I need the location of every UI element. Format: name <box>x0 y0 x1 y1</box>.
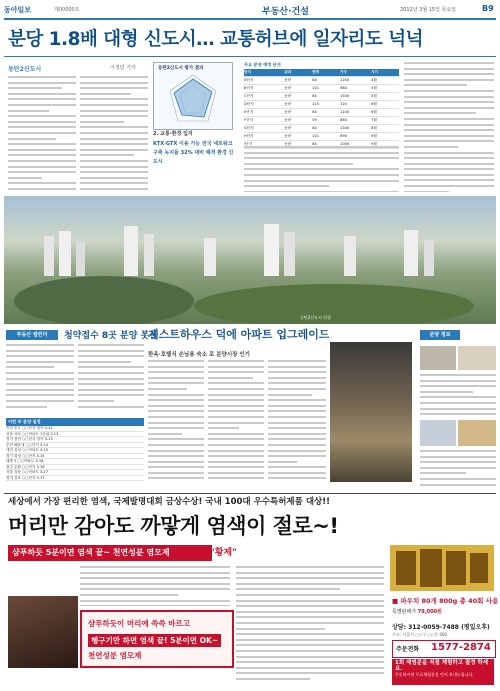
article2-col2 <box>78 344 144 414</box>
schedule-title: 이번 주 분양 일정 <box>6 418 144 426</box>
table-cell: 101 <box>312 133 340 141</box>
photo-caption: 동탄2신도시 전경 <box>300 315 331 320</box>
issue-number: 제00000호 <box>54 7 80 13</box>
table-row <box>244 117 399 125</box>
info-image <box>420 420 456 446</box>
ad-box-line2: 헹구기만 하면 염색 끝! 5분이면 OK~ <box>88 634 221 647</box>
article3-col3 <box>268 360 326 488</box>
schedule-row: 경기 김포 ○○단지 3.17 <box>6 476 144 482</box>
info-col-lower <box>420 450 496 490</box>
skyline-shapes <box>4 196 496 324</box>
ad-box-line1: 샴푸하듯이 머리에 쓱쓱 바르고 <box>88 619 191 628</box>
table-cell: 4월 <box>371 77 399 85</box>
article1-col4 <box>404 62 494 192</box>
table-cell: 9월 <box>371 133 399 141</box>
table-row <box>244 125 399 133</box>
schedule-row: 경기 화성 ○○단지 3.15 <box>6 454 144 460</box>
ad-phone: 상담: 312-0059-7488 (평일오후) <box>392 624 490 631</box>
table-cell: D단지 <box>244 101 284 109</box>
newspaper-name: 동아일보 <box>4 6 32 14</box>
table-cell: 9월 <box>371 141 399 149</box>
table-cell: 8월 <box>371 125 399 133</box>
ad-price <box>392 608 442 615</box>
schedule-row: 서울 강동 ○○아파트 3.17 <box>6 470 144 476</box>
ad-footer-text: 주문하시면 무료체험분을 먼저 보내드립니다. <box>395 672 474 677</box>
table-header: 위치 <box>284 69 312 77</box>
table-header: 시기 <box>371 69 399 77</box>
table-cell: 860 <box>340 117 371 125</box>
table-cell: C단지 <box>244 93 284 101</box>
ad-footer <box>392 659 494 685</box>
table-cell: 84 <box>312 141 340 149</box>
table-cell: 690 <box>340 133 371 141</box>
ad-order-box <box>392 640 496 658</box>
table-header: 가구 <box>340 69 371 77</box>
ad-red-bar: 샴푸하듯 5분이면 염색 끝~ 천연성분 염모제 <box>8 545 212 561</box>
ad-mid-text <box>236 566 384 686</box>
table-cell: 동탄 <box>284 85 312 93</box>
radar-chart-box <box>153 62 233 130</box>
table-cell: 1050 <box>340 141 371 149</box>
table-cell: 동탄 <box>284 125 312 133</box>
schedule-row: 서울 마포 ○○아파트 1순위 3.13 <box>6 432 144 438</box>
table-cell: 동탄 <box>284 117 312 125</box>
article3-subhead: 한옥·호텔식 손님용 숙소 로 분양시장 인기 <box>148 352 250 358</box>
table-cell: 동탄 <box>284 133 312 141</box>
product-image <box>390 545 494 591</box>
table-cell: 1200 <box>340 77 371 85</box>
schedule-row: 인천 송도 ○○단지 청약 3.12 <box>6 426 144 432</box>
table-cell: 동탄 <box>284 101 312 109</box>
schedule-row: 부산 해운대 ○○단지 3.14 <box>6 443 144 449</box>
article1-pullquote: KTX·GTX 이용 가능 전국 네트워크 구축 녹지율 32% 대비 쾌적 환경 신도시 <box>153 141 234 165</box>
ad-brand: "황제" <box>210 548 237 558</box>
table-cell: 115 <box>312 101 340 109</box>
info-col-upper <box>420 374 496 418</box>
info-image <box>420 346 456 370</box>
article1-col1 <box>8 76 76 192</box>
table-cell: 1500 <box>340 93 371 101</box>
page-number: B9 <box>482 4 494 13</box>
table-cell: I단지 <box>244 141 284 149</box>
main-headline: 분당 1.8배 대형 신도시… 교통허브에 일자리도 넉넉 <box>8 29 423 50</box>
ad-feature-box <box>80 610 234 668</box>
article3-col2 <box>208 360 264 488</box>
table-cell: 5월 <box>371 93 399 101</box>
schedule-table <box>6 418 144 488</box>
radar-title: 동탄2신도시 평가 결과 <box>158 66 204 71</box>
article1-section-title: 2. 교통·환경 입지 <box>153 131 193 137</box>
issue-date: 2012년 3월 15일 목요일 <box>400 7 457 13</box>
info-tag: 분양 정보 <box>420 330 460 340</box>
price-label: 특별판매가 <box>392 609 417 615</box>
page-header <box>4 4 496 20</box>
ad-tagline: 세상에서 가장 편리한 염색, 국제발명대회 금상수상! 국내 100대 우수특허제품 대상!! <box>8 497 330 507</box>
table-header: 단지 <box>244 69 284 77</box>
schedule-row: 세종시 ○○아파트 3.16 <box>6 459 144 465</box>
table-cell: A단지 <box>244 77 284 85</box>
schedule-row: 대전 유성 ○○아파트 3.15 <box>6 448 144 454</box>
project-table <box>244 62 399 146</box>
table-row <box>244 85 399 93</box>
table-cell: F단지 <box>244 117 284 125</box>
city-skyline-photo <box>4 196 496 324</box>
order-label: 주문전화 <box>396 646 420 653</box>
table-cell: 101 <box>312 85 340 93</box>
guesthouse-photo <box>330 342 412 482</box>
table-cell: 59 <box>312 117 340 125</box>
table-title: 주요 분양 예정 단지 <box>244 62 281 67</box>
table-row <box>244 141 399 149</box>
table-cell: 7월 <box>371 117 399 125</box>
ad-body-text <box>80 566 230 606</box>
schedule-row: 경기 용인 ○○단지 청약 3.13 <box>6 437 144 443</box>
table-cell: 6월 <box>371 101 399 109</box>
article2-headline: 청약접수 8곳 분양 봇물 <box>64 331 158 341</box>
ad-divider <box>4 493 496 494</box>
table-row <box>244 109 399 117</box>
table-header-row <box>244 69 399 77</box>
ad-box-line3: 천연성분 염모제 <box>88 651 142 660</box>
table-header: 면적 <box>312 69 340 77</box>
table-cell: G단지 <box>244 125 284 133</box>
table-cell: 동탄 <box>284 109 312 117</box>
article1-col2 <box>80 76 148 192</box>
article2-col1 <box>6 344 74 414</box>
ad-footer-title: 1회 재염분을 직접 체험하고 결정 하세요. <box>395 660 489 672</box>
article1-col3 <box>244 146 399 192</box>
table-cell: 84 <box>312 77 340 85</box>
table-cell: H단지 <box>244 133 284 141</box>
info-image <box>458 420 496 446</box>
table-cell: 720 <box>340 101 371 109</box>
price-value: 79,000원 <box>417 609 442 615</box>
table-cell: 5월 <box>371 85 399 93</box>
table-cell: E단지 <box>244 109 284 117</box>
article1-byline: 이정민 기자 <box>110 65 136 71</box>
table-row <box>244 77 399 85</box>
article1-subhead: 동탄2신도시 <box>8 66 42 73</box>
schedule-row: 광주 수완 ○○단지 3.16 <box>6 465 144 471</box>
article3-col1 <box>148 360 204 488</box>
headline-rule <box>4 56 496 57</box>
table-cell: 84 <box>312 109 340 117</box>
table-cell: 1340 <box>340 125 371 133</box>
calendar-tag: 부동산 캘린더 <box>6 330 58 340</box>
info-image <box>458 346 496 370</box>
table-cell: 1100 <box>340 109 371 117</box>
ad-address: 주소: 서울시 ○○구 ○○동 000 <box>392 632 448 637</box>
table-cell: 980 <box>340 85 371 93</box>
radar-chart-icon <box>166 73 220 125</box>
table-cell: 동탄 <box>284 141 312 149</box>
table-cell: 동탄 <box>284 77 312 85</box>
ad-photo <box>8 596 78 668</box>
table-cell: 84 <box>312 125 340 133</box>
table-cell: B단지 <box>244 85 284 93</box>
table-row <box>244 101 399 109</box>
section-title: 부동산·건설 <box>262 7 309 17</box>
table-cell: 동탄 <box>284 93 312 101</box>
table-cell: 84 <box>312 93 340 101</box>
article3-headline: 게스트하우스 덕에 아파트 업그레이드 <box>148 328 330 341</box>
order-number: 1577-2874 <box>431 642 491 653</box>
table-row <box>244 133 399 141</box>
ad-headline: 머리만 감아도 까맣게 염색이 절로~! <box>8 514 339 538</box>
ad-packs: ■ 파우치 80개 800g 총 40회 사용 <box>392 597 499 605</box>
table-row <box>244 93 399 101</box>
table-cell: 6월 <box>371 109 399 117</box>
